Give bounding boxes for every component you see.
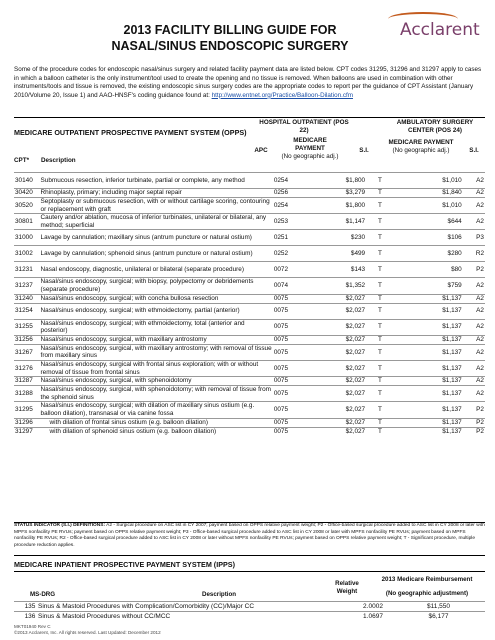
procedure-description: Nasal/sinus endoscopy, surgical, with sphenoidotomy <box>40 377 273 386</box>
cpt-code: 30140 <box>14 173 40 189</box>
cpt-code: 31287 <box>14 377 40 386</box>
cpt-code: 31255 <box>14 319 40 335</box>
asc-payment: $1,840 <box>394 189 463 198</box>
procedure-description: Nasal/sinus endoscopy, surgical; with dilation of maxillary sinus ostium (e.g. balloon dilation), transnasal or via canine fossa <box>40 402 273 418</box>
cpt-code: 31231 <box>14 262 40 278</box>
table-row <box>14 278 485 294</box>
table-row <box>14 612 485 622</box>
hospital-si: T <box>366 262 394 278</box>
hospital-payment: $2,027 <box>305 335 366 344</box>
asc-si: A2 <box>463 303 485 319</box>
table-row <box>14 262 485 278</box>
apc-code: 0254 <box>273 173 305 189</box>
cpt-code: 31276 <box>14 360 40 376</box>
hospital-payment: $499 <box>305 246 366 262</box>
table-row <box>14 230 485 246</box>
apc-code: 0251 <box>273 230 305 246</box>
hospital-payment: $2,027 <box>305 386 366 402</box>
document-title <box>100 22 360 54</box>
asc-payment-column-header <box>380 139 462 155</box>
asc-payment: $644 <box>394 214 463 230</box>
procedure-description: Rhinoplasty, primary; including major septal repair <box>40 189 273 198</box>
asc-header: AMBULATORY SURGERY CENTER (POS 24) <box>396 119 474 134</box>
cpt-code: 30801 <box>14 214 40 230</box>
apc-column-header: APC <box>254 147 268 154</box>
asc-si: P3 <box>463 230 485 246</box>
hospital-payment: $2,027 <box>305 344 366 360</box>
drg-code: 136 <box>14 612 38 622</box>
hospital-payment: $2,027 <box>305 360 366 376</box>
asc-si: A2 <box>463 335 485 344</box>
hospital-payment: $1,800 <box>305 173 366 189</box>
asc-si: A2 <box>463 386 485 402</box>
procedure-description: Nasal/sinus endoscopy, surgical, with sphenoidotomy; with removal of tissue from the sphenoid sinus <box>40 386 271 401</box>
hospital-si: T <box>366 427 394 436</box>
asc-payment: $1,137 <box>394 427 463 436</box>
cpt-code: 31000 <box>14 230 40 246</box>
drg-column-header: MS-DRG <box>30 591 56 598</box>
hospital-payment: $1,800 <box>305 198 366 214</box>
procedure-description: Submucous resection, inferior turbinate, partial or complete, any method <box>40 173 273 189</box>
apc-code: 0075 <box>273 344 305 360</box>
cpt-code: 31240 <box>14 294 40 303</box>
table-row <box>14 319 485 335</box>
hospital-si: T <box>366 386 394 402</box>
apc-code: 0075 <box>273 319 305 335</box>
table-row <box>14 402 485 418</box>
apc-code: 0252 <box>273 246 305 262</box>
title-line-1: 2013 FACILITY BILLING GUIDE FOR <box>123 23 337 37</box>
cpt-code: 31002 <box>14 246 40 262</box>
intro-paragraph <box>14 66 484 100</box>
apc-code: 0075 <box>273 294 305 303</box>
reimbursement-note: (No geographic adjustment) <box>385 590 469 597</box>
apc-code: 0075 <box>273 386 305 402</box>
opps-title: MEDICARE OUTPATIENT PROSPECTIVE PAYMENT SYSTEM (OPPS) <box>14 128 247 137</box>
asc-si: A2 <box>463 319 485 335</box>
hospital-si: T <box>366 418 394 427</box>
asc-si: P2 <box>463 402 485 418</box>
hospital-payment: $1,147 <box>305 214 366 230</box>
drg-code: 135 <box>14 602 38 612</box>
hospital-si: T <box>366 303 394 319</box>
si-column-header: S.I. <box>359 147 369 154</box>
status-label: STATUS INDICATOR (S.I.) DEFINITIONS: <box>14 523 106 528</box>
cpt-code: 30420 <box>14 189 40 198</box>
table-row <box>14 294 485 303</box>
asc-payment-label: MEDICARE PAYMENT <box>388 139 454 146</box>
hospital-si: T <box>366 402 394 418</box>
table-row <box>14 418 485 427</box>
asc-payment: $1,137 <box>394 377 463 386</box>
hospital-si: T <box>366 319 394 335</box>
asc-payment: $280 <box>394 246 463 262</box>
drg-description: Sinus & Mastoid Procedures without CC/MCC <box>38 612 354 622</box>
asc-payment: $1,137 <box>394 344 463 360</box>
cpt-code: 31237 <box>14 278 40 294</box>
acclarent-logo: Acclarent <box>400 20 480 40</box>
apc-code: 0072 <box>273 262 305 278</box>
apc-code: 0075 <box>273 377 305 386</box>
apc-code: 0253 <box>273 214 305 230</box>
procedure-description: Cautery and/or ablation, mucosa of inferior turbinates, unilateral or bilateral, any method; superficial <box>40 214 273 230</box>
asc-si: A2 <box>463 189 485 198</box>
relative-weight-line2: Weight <box>336 588 358 595</box>
cpt-code: 31296 <box>14 418 40 427</box>
hospital-si: T <box>366 246 394 262</box>
payment-column-header <box>280 137 340 161</box>
hospital-si: T <box>366 173 394 189</box>
table-row <box>14 344 485 360</box>
table-row <box>14 602 485 612</box>
apc-code: 0075 <box>273 402 305 418</box>
hospital-si: T <box>366 230 394 246</box>
asc-si: P2 <box>463 418 485 427</box>
cpt-column-header: CPT* <box>14 157 30 164</box>
intro-text: Some of the procedure codes for endoscopic nasal/sinus surgery and related facility payment data are listed below. CPT codes 31295, 31296 and 31297 apply to cases in which a balloon catheter is the only instrument/tool used to create the opening and no tissue is removed. When balloons are used in combination with other instruments/tools and tissue is removed, the existing endoscopic sinus surgery codes are the appropriate codes to report per the guidance of CPT Assistant (January 2010/Volume 20, Issue 1) and AAO-HNSF's coding guidance found at: <box>14 66 482 99</box>
hospital-payment: $1,352 <box>305 278 366 294</box>
table-row <box>14 173 485 189</box>
hospital-payment: $2,027 <box>305 294 366 303</box>
apc-code: 0256 <box>273 189 305 198</box>
asc-payment: $1,137 <box>394 294 463 303</box>
procedure-description: with dilation of frontal sinus ostium (e.g. balloon dilation) <box>40 418 273 427</box>
asc-payment-note: (No geographic adj.) <box>392 147 450 154</box>
procedure-description: Nasal/sinus endoscopy, surgical with frontal sinus exploration; with or without removal of tissue from frontal sinus <box>40 360 273 376</box>
asc-si: A2 <box>463 294 485 303</box>
drg-description: Sinus & Mastoid Procedures with Complication/Comorbidity (CC)/Major CC <box>38 602 354 612</box>
asc-si: R2 <box>463 246 485 262</box>
apc-code: 0075 <box>273 360 305 376</box>
procedure-description: Septoplasty or submucous resection, with or without cartilage scoring, contouring or replacement with graft <box>40 198 273 214</box>
hospital-si: T <box>366 189 394 198</box>
reimbursement-label: 2013 Medicare Reimbursement <box>381 576 473 583</box>
asc-si: A2 <box>463 173 485 189</box>
relative-weight-line1: Relative <box>335 580 359 587</box>
table-row <box>14 214 485 230</box>
asc-si: A2 <box>463 377 485 386</box>
asc-payment: $1,137 <box>394 402 463 418</box>
asc-payment: $1,137 <box>394 303 463 319</box>
table-row <box>14 303 485 319</box>
cpt-code: 31288 <box>14 386 40 402</box>
apc-code: 0075 <box>273 303 305 319</box>
apc-code: 0075 <box>273 335 305 344</box>
apc-code: 0254 <box>273 198 305 214</box>
hospital-si: T <box>366 278 394 294</box>
asc-payment: $1,137 <box>394 319 463 335</box>
procedure-description: Lavage by cannulation; maxillary sinus (antrum puncture or natural ostium) <box>40 230 273 246</box>
asc-si: A2 <box>463 360 485 376</box>
hospital-si: T <box>366 214 394 230</box>
procedure-description: Nasal/sinus endoscopy, surgical, with maxillary antrostomy; with removal of tissue from maxillary sinus <box>40 344 272 360</box>
cpt-code: 31256 <box>14 335 40 344</box>
payment-label: MEDICARE PAYMENT <box>293 137 327 152</box>
cpt-code: 30520 <box>14 198 40 214</box>
coding-guidance-link[interactable]: http://www.entnet.org/Practice/Balloon-Dilation.cfm <box>211 91 353 99</box>
procedure-description: with dilation of sphenoid sinus ostium (e.g. balloon dilation) <box>40 427 273 436</box>
procedure-description: Lavage by cannulation; sphenoid sinus (antrum puncture or natural ostium) <box>40 246 273 262</box>
relative-weight: 2.0002 <box>354 602 392 612</box>
procedure-description: Nasal/sinus endoscopy, surgical, with maxillary antrostomy <box>40 335 273 344</box>
asc-si: A2 <box>463 214 485 230</box>
asc-si: A2 <box>463 278 485 294</box>
footer-code: MKT01940 Rev C <box>14 624 51 629</box>
hospital-si: T <box>366 335 394 344</box>
table-row <box>14 335 485 344</box>
relative-weight: 1.0697 <box>354 612 392 622</box>
table-row <box>14 377 485 386</box>
procedure-description: Nasal/sinus endoscopy, surgical; with concha bullosa resection <box>40 294 273 303</box>
hospital-si: T <box>366 360 394 376</box>
hospital-payment: $143 <box>305 262 366 278</box>
title-line-2: NASAL/SINUS ENDOSCOPIC SURGERY <box>111 39 349 53</box>
procedure-description: Nasal/sinus endoscopy, surgical; with ethmoidectomy, partial (anterior) <box>40 303 273 319</box>
reimbursement-amount: $6,177 <box>392 612 485 622</box>
footer <box>14 624 161 636</box>
asc-payment: $80 <box>394 262 463 278</box>
procedure-description: Nasal endoscopy, diagnostic, unilateral or bilateral (separate procedure) <box>40 262 273 278</box>
hospital-si: T <box>366 344 394 360</box>
asc-payment: $106 <box>394 230 463 246</box>
footer-copyright: ©2013 Acclarent, Inc. All rights reserved. Last Updated: December 2012 <box>14 630 161 635</box>
table-row <box>14 386 485 402</box>
procedure-description: Nasal/sinus endoscopy, surgical; with biopsy, polypectomy or debridements (separate procedure) <box>40 278 273 294</box>
cpt-code: 31254 <box>14 303 40 319</box>
apc-code: 0075 <box>273 427 305 436</box>
asc-payment: $1,137 <box>394 335 463 344</box>
apc-code: 0074 <box>273 278 305 294</box>
asc-si: P2 <box>463 427 485 436</box>
description-column-header: Description <box>41 157 76 164</box>
status-indicator-definitions <box>14 522 485 549</box>
asc-payment: $759 <box>394 278 463 294</box>
ipps-title: MEDICARE INPATIENT PROSPECTIVE PAYMENT SYSTEM (IPPS) <box>14 560 235 569</box>
table-row <box>14 246 485 262</box>
hospital-si: T <box>366 377 394 386</box>
cpt-code: 31297 <box>14 427 40 436</box>
table-row <box>14 360 485 376</box>
status-text: A2 - Surgical procedure on ASC list in CY 2007; payment based on OPPS relative payment weight; P2 - Office-based surgical procedure added to ASC list in CY 2008 or later with MPFS nonfacility PE RVUs; payment based on OPPS relative payment weight; P3 - Office-based surgical procedure added to ASC list in CY 2008 or later with MPFS nonfacility PE RVUs; payment based on MPFS nonfacility PE RVUs; R2 - Office-based surgical procedure added to ASC list in CY 2008 or later without MPFS nonfacility PE RVUs; payment based on OPPS relative payment weight; T - Significant procedure, multiple procedure reduction applies. <box>14 523 485 548</box>
hospital-payment: $2,027 <box>305 303 366 319</box>
asc-payment: $1,137 <box>394 418 463 427</box>
relative-weight-header <box>330 580 364 596</box>
asc-si: A2 <box>463 344 485 360</box>
apc-code: 0075 <box>273 418 305 427</box>
asc-si: P2 <box>463 262 485 278</box>
asc-payment: $1,137 <box>394 386 463 402</box>
hospital-si: T <box>366 294 394 303</box>
asc-si: A2 <box>463 198 485 214</box>
opps-table <box>14 172 485 436</box>
hospital-payment: $3,279 <box>305 189 366 198</box>
hospital-payment: $2,027 <box>305 402 366 418</box>
hospital-payment: $2,027 <box>305 377 366 386</box>
asc-payment: $1,010 <box>394 173 463 189</box>
payment-note: (No geographic adj.) <box>281 153 339 160</box>
ipps-table <box>14 601 485 622</box>
procedure-description: Nasal/sinus endoscopy, surgical; with ethmoidectomy, total (anterior and posterior) <box>40 319 273 335</box>
hospital-payment: $2,027 <box>305 427 366 436</box>
cpt-code: 31267 <box>14 344 40 360</box>
cpt-code: 31295 <box>14 402 40 418</box>
asc-payment: $1,010 <box>394 198 463 214</box>
hospital-si: T <box>366 198 394 214</box>
asc-si-column-header: S.I. <box>469 147 479 154</box>
table-row <box>14 189 485 198</box>
hospital-payment: $2,027 <box>305 319 366 335</box>
table-row <box>14 427 485 436</box>
reimbursement-header <box>369 576 485 598</box>
table-row <box>14 198 485 214</box>
reimbursement-amount: $11,550 <box>392 602 485 612</box>
hospital-outpatient-header: HOSPITAL OUTPATIENT (POS 22) <box>259 119 349 134</box>
hospital-payment: $2,027 <box>305 418 366 427</box>
hospital-payment: $230 <box>305 230 366 246</box>
asc-payment: $1,137 <box>394 360 463 376</box>
ipps-description-header: Description <box>202 591 237 598</box>
